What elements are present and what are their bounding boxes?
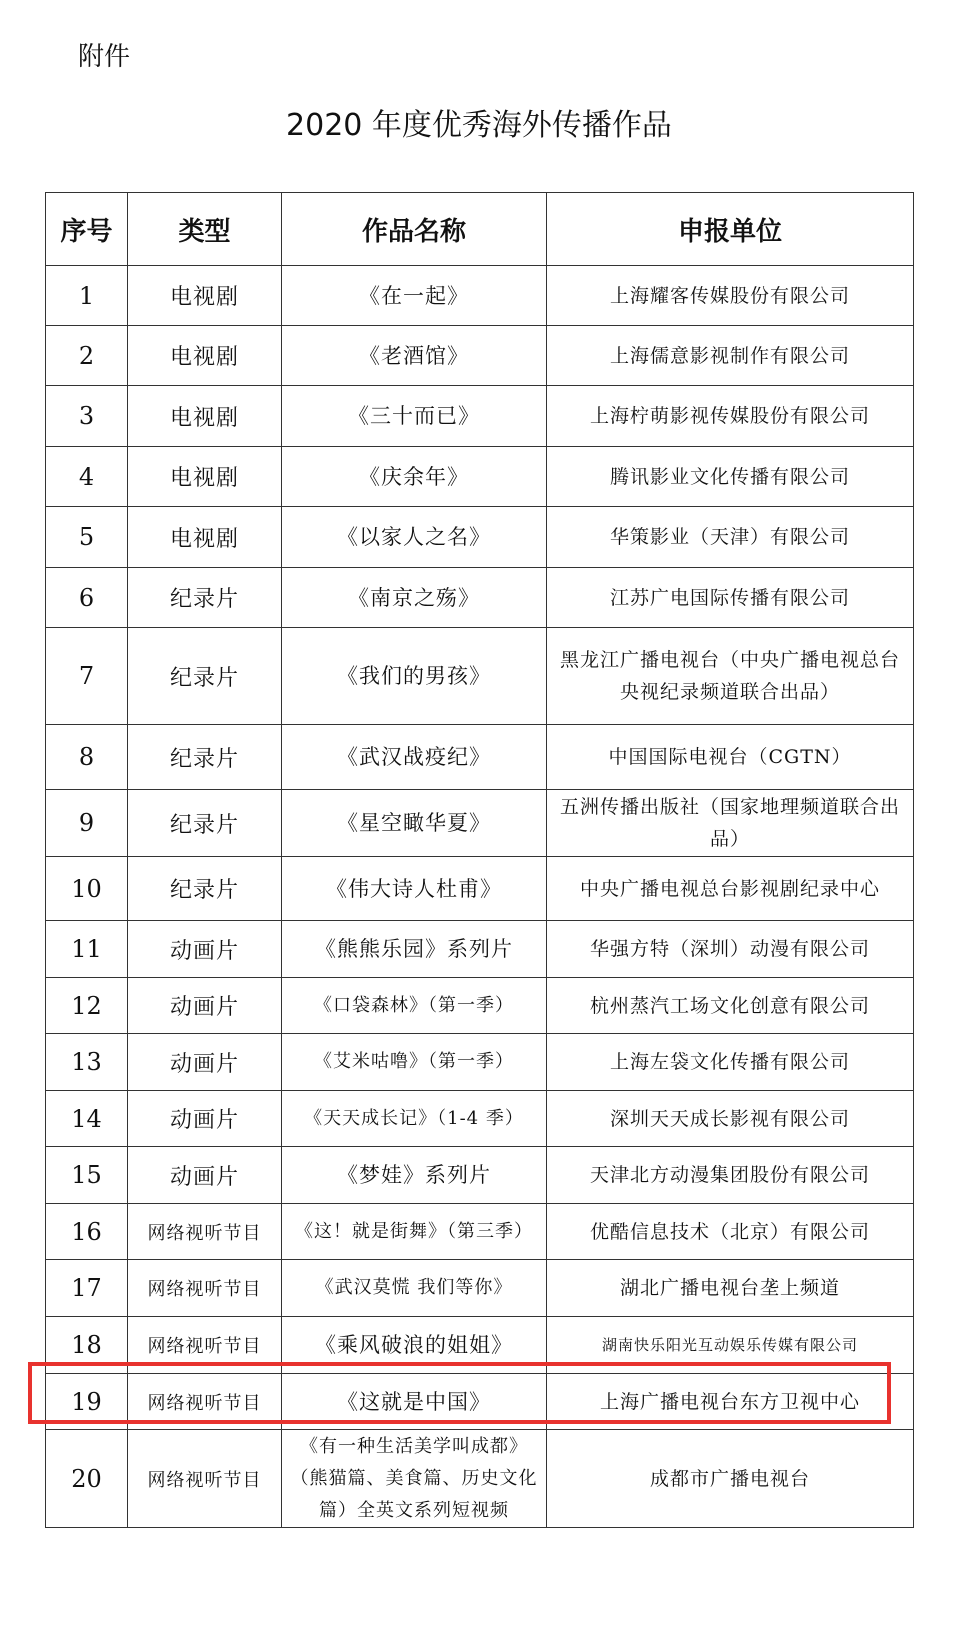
table-row <box>46 1260 914 1317</box>
cell-name: 《天天成长记》（1-4 季） <box>282 1091 547 1147</box>
cell-unit: 天津北方动漫集团股份有限公司 <box>547 1147 914 1204</box>
header-name: 作品名称 <box>282 193 547 266</box>
cell-name: 《在一起》 <box>282 266 547 326</box>
cell-no: 20 <box>46 1430 128 1528</box>
cell-type: 网络视听节目 <box>128 1204 282 1260</box>
cell-no: 13 <box>46 1034 128 1091</box>
cell-type: 动画片 <box>128 978 282 1034</box>
table-row <box>46 1204 914 1260</box>
cell-type: 纪录片 <box>128 790 282 857</box>
cell-no: 1 <box>46 266 128 326</box>
table-row <box>46 507 914 568</box>
table-header-row <box>46 193 914 266</box>
cell-name: 《武汉战疫纪》 <box>282 725 547 790</box>
cell-type: 纪录片 <box>128 857 282 921</box>
table-row <box>46 326 914 386</box>
table-row <box>46 978 914 1034</box>
cell-no: 5 <box>46 507 128 568</box>
cell-name: 《梦娃》系列片 <box>282 1147 547 1204</box>
cell-no: 14 <box>46 1091 128 1147</box>
table-row <box>46 725 914 790</box>
cell-unit: 腾讯影业文化传播有限公司 <box>547 447 914 507</box>
cell-no: 10 <box>46 857 128 921</box>
cell-name: 《南京之殇》 <box>282 568 547 628</box>
cell-unit: 上海耀客传媒股份有限公司 <box>547 266 914 326</box>
table-row <box>46 266 914 326</box>
cell-unit: 黑龙江广播电视台（中央广播电视总台央视纪录频道联合出品） <box>547 628 914 725</box>
cell-name: 《老酒馆》 <box>282 326 547 386</box>
cell-no: 18 <box>46 1317 128 1374</box>
table-row <box>46 790 914 857</box>
cell-type: 动画片 <box>128 1147 282 1204</box>
table-row <box>46 1147 914 1204</box>
cell-name: 《这！就是街舞》（第三季） <box>282 1204 547 1260</box>
cell-type: 纪录片 <box>128 568 282 628</box>
cell-name: 《星空瞰华夏》 <box>282 790 547 857</box>
table-row <box>46 1034 914 1091</box>
cell-name: 《我们的男孩》 <box>282 628 547 725</box>
cell-unit: 华策影业（天津）有限公司 <box>547 507 914 568</box>
cell-type: 纪录片 <box>128 628 282 725</box>
cell-no: 2 <box>46 326 128 386</box>
header-type: 类型 <box>128 193 282 266</box>
cell-type: 电视剧 <box>128 326 282 386</box>
cell-type: 网络视听节目 <box>128 1317 282 1374</box>
cell-no: 19 <box>46 1374 128 1430</box>
table-row <box>46 857 914 921</box>
table-row <box>46 386 914 447</box>
table-row <box>46 1091 914 1147</box>
cell-name: 《三十而已》 <box>282 386 547 447</box>
cell-no: 16 <box>46 1204 128 1260</box>
attachment-label: 附件 <box>78 42 131 72</box>
table-row <box>46 628 914 725</box>
header-unit: 申报单位 <box>547 193 914 266</box>
cell-no: 15 <box>46 1147 128 1204</box>
cell-type: 网络视听节目 <box>128 1260 282 1317</box>
cell-name: 《伟大诗人杜甫》 <box>282 857 547 921</box>
cell-type: 电视剧 <box>128 386 282 447</box>
cell-no: 4 <box>46 447 128 507</box>
cell-unit: 中国国际电视台（CGTN） <box>547 725 914 790</box>
cell-name: 《口袋森林》（第一季） <box>282 978 547 1034</box>
table-row <box>46 1430 914 1528</box>
cell-name: 《有一种生活美学叫成都》（熊猫篇、美食篇、历史文化篇）全英文系列短视频 <box>282 1430 547 1528</box>
cell-unit: 上海左袋文化传播有限公司 <box>547 1034 914 1091</box>
cell-type: 网络视听节目 <box>128 1430 282 1528</box>
cell-type: 电视剧 <box>128 266 282 326</box>
cell-unit: 江苏广电国际传播有限公司 <box>547 568 914 628</box>
cell-no: 7 <box>46 628 128 725</box>
cell-unit: 优酷信息技术（北京）有限公司 <box>547 1204 914 1260</box>
cell-name: 《庆余年》 <box>282 447 547 507</box>
cell-name: 《这就是中国》 <box>282 1374 547 1430</box>
page-title: 2020 年度优秀海外传播作品 <box>286 108 672 143</box>
cell-unit: 上海儒意影视制作有限公司 <box>547 326 914 386</box>
cell-no: 3 <box>46 386 128 447</box>
cell-name: 《武汉莫慌 我们等你》 <box>282 1260 547 1317</box>
cell-unit: 成都市广播电视台 <box>547 1430 914 1528</box>
cell-unit: 中央广播电视总台影视剧纪录中心 <box>547 857 914 921</box>
cell-type: 动画片 <box>128 1034 282 1091</box>
cell-type: 动画片 <box>128 1091 282 1147</box>
cell-no: 11 <box>46 921 128 978</box>
cell-type: 动画片 <box>128 921 282 978</box>
cell-unit: 五洲传播出版社（国家地理频道联合出品） <box>547 790 914 857</box>
works-table <box>45 192 914 1528</box>
cell-type: 网络视听节目 <box>128 1374 282 1430</box>
cell-unit: 华强方特（深圳）动漫有限公司 <box>547 921 914 978</box>
table-row <box>46 921 914 978</box>
cell-type: 电视剧 <box>128 447 282 507</box>
cell-unit: 杭州蒸汽工场文化创意有限公司 <box>547 978 914 1034</box>
cell-name: 《以家人之名》 <box>282 507 547 568</box>
cell-unit: 深圳天天成长影视有限公司 <box>547 1091 914 1147</box>
cell-type: 电视剧 <box>128 507 282 568</box>
header-no: 序号 <box>46 193 128 266</box>
cell-unit: 湖北广播电视台垄上频道 <box>547 1260 914 1317</box>
cell-no: 17 <box>46 1260 128 1317</box>
cell-no: 12 <box>46 978 128 1034</box>
cell-no: 9 <box>46 790 128 857</box>
table-row <box>46 568 914 628</box>
cell-name: 《熊熊乐园》系列片 <box>282 921 547 978</box>
cell-type: 纪录片 <box>128 725 282 790</box>
cell-name: 《乘风破浪的姐姐》 <box>282 1317 547 1374</box>
cell-unit: 上海柠萌影视传媒股份有限公司 <box>547 386 914 447</box>
cell-unit: 湖南快乐阳光互动娱乐传媒有限公司 <box>547 1317 914 1374</box>
cell-no: 8 <box>46 725 128 790</box>
cell-unit: 上海广播电视台东方卫视中心 <box>547 1374 914 1430</box>
cell-name: 《艾米咕噜》（第一季） <box>282 1034 547 1091</box>
highlight-box <box>28 1362 891 1424</box>
cell-no: 6 <box>46 568 128 628</box>
table-row <box>46 447 914 507</box>
